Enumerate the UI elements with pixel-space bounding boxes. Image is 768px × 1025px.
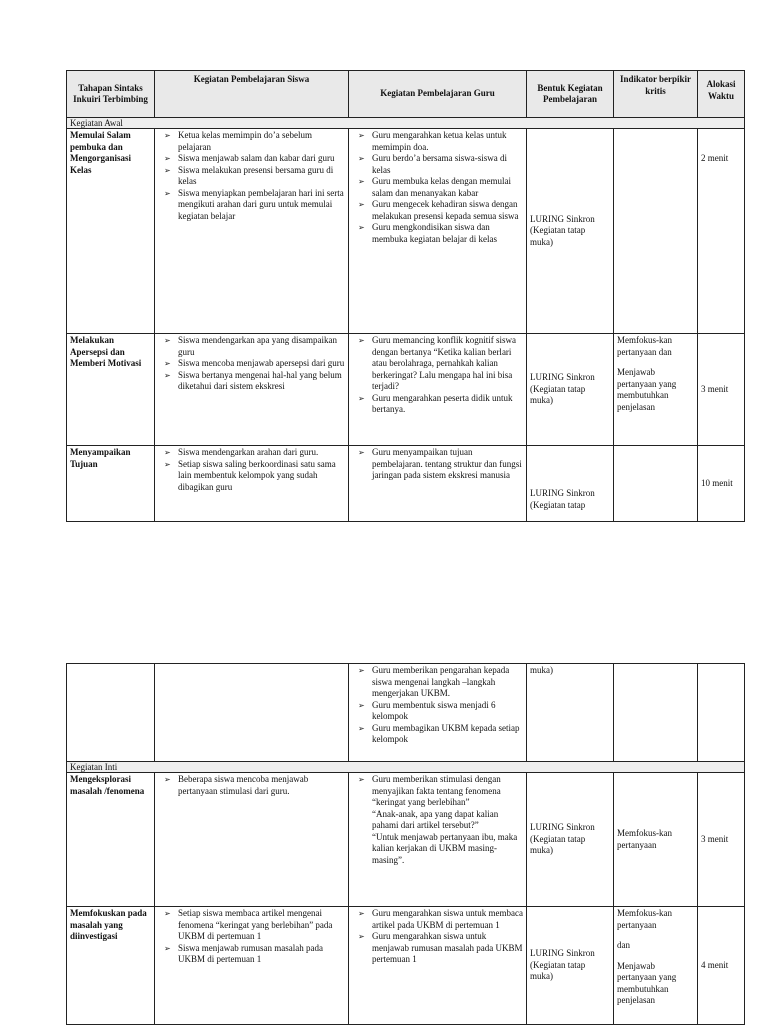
indikator-item: Memfokus-kan pertanyaan: [617, 908, 672, 930]
list-item: ➢ Siswa menjawab salam dan kabar dari guru: [158, 153, 345, 165]
waktu-cell: 3 menit: [698, 334, 745, 446]
list-item: ➢ Guru memancing konflik kognitif siswa dengan bertanya “Ketika kalian berlari atau berolahraga, pernahkah kalian berkeringat? Lalu mengapa hal ini bisa terjadi?: [352, 335, 523, 393]
guru-cell: [349, 446, 527, 522]
lesson-plan-table-2: [66, 663, 745, 1025]
bentuk-cell: muka): [527, 664, 614, 762]
stage-cell: [67, 664, 155, 762]
lesson-plan-table-1: [66, 70, 745, 522]
list-item: ➢ Guru memberikan pengarahan kepada siswa mengenai langkah –langkah mengerjakan UKBM.: [352, 665, 523, 700]
guru-cell: [349, 773, 527, 907]
stage-cell: Menyampaikan Tujuan: [67, 446, 155, 522]
bentuk-cell: LURING Sinkron (Kegiatan tatap: [527, 446, 614, 522]
list-item: ➢ Guru mengarahkan ketua kelas untuk memimpin doa.: [352, 130, 523, 153]
header-kegiatan-siswa: Kegiatan Pembelajaran Siswa: [155, 71, 349, 118]
list-item: ➢ Guru membagikan UKBM kepada setiap kelompok: [352, 723, 523, 746]
header-kegiatan-guru: Kegiatan Pembelajaran Guru: [349, 71, 527, 118]
bentuk-cell: LURING Sinkron (Kegiatan tatap muka): [527, 129, 614, 334]
waktu-cell: [698, 664, 745, 762]
header-bentuk: Bentuk Kegiatan Pembelajaran: [527, 71, 614, 118]
list-item: ➢ Ketua kelas memimpin do’a sebelum pelajaran: [158, 130, 345, 153]
list-item: ➢ Beberapa siswa mencoba menjawab pertanyaan stimulasi dari guru.: [158, 774, 345, 797]
header-alokasi: Alokasi Waktu: [698, 71, 745, 118]
table-row: [67, 446, 745, 522]
table-row: [67, 129, 745, 334]
section-row: [67, 762, 745, 773]
guru-cell: [349, 334, 527, 446]
section-kegiatan-awal: Kegiatan Awal: [67, 118, 745, 129]
indikator-cell: Memfokus-kan pertanyaan: [614, 773, 698, 907]
list-item: ➢ Guru mengecek kehadiran siswa dengan melakukan presensi kepada semua siswa: [352, 199, 523, 222]
indikator-cell: [614, 334, 698, 446]
list-item: ➢ Siswa mencoba menjawab apersepsi dari guru: [158, 358, 345, 370]
guru-quote: “Untuk menjawab pertanyaan ibu, maka kalian kerjakan di UKBM masing-masing”.: [372, 831, 518, 865]
list-item: ➢ Guru mengarahkan peserta didik untuk bertanya.: [352, 393, 523, 416]
stage-cell: Mengeksplorasi masalah /fenomena: [67, 773, 155, 907]
siswa-cell: [155, 664, 349, 762]
siswa-cell: [155, 773, 349, 907]
stage-cell: Melakukan Apersepsi dan Memberi Motivasi: [67, 334, 155, 446]
header-indikator: Indikator berpikir kritis: [614, 71, 698, 118]
table-row: [67, 907, 745, 1025]
bentuk-cell: LURING Sinkron (Kegiatan tatap muka): [527, 907, 614, 1025]
list-item: ➢ Setiap siswa membaca artikel mengenai fenomena “keringat yang berlebihan” pada UKBM di pertemuan 1: [158, 908, 345, 943]
table-header-row: [67, 71, 745, 118]
waktu-cell: 3 menit: [698, 773, 745, 907]
guru-cell: [349, 664, 527, 762]
guru-cell: [349, 907, 527, 1025]
table-row: [67, 664, 745, 762]
indikator-cell: [614, 907, 698, 1025]
table-row: [67, 773, 745, 907]
bentuk-cell: LURING Sinkron (Kegiatan tatap muka): [527, 773, 614, 907]
table-row: [67, 334, 745, 446]
indikator-cell: [614, 446, 698, 522]
list-item: [352, 774, 523, 866]
section-row: [67, 118, 745, 129]
list-item: ➢ Guru membuka kelas dengan memulai salam dan menanyakan kabar: [352, 176, 523, 199]
guru-item-text: Guru memberikan stimulasi dengan menyajikan fakta tentang fenomena “keringat yang berlebihan”: [372, 774, 501, 807]
list-item: ➢ Guru mengkondisikan siswa dan membuka kegiatan belajar di kelas: [352, 222, 523, 245]
waktu-cell: 10 menit: [698, 446, 745, 522]
stage-cell: Memfokuskan pada masalah yang diinvestigasi: [67, 907, 155, 1025]
stage-cell: Memulai Salam pembuka dan Mengorganisasi Kelas: [67, 129, 155, 334]
list-item: ➢ Guru mengarahkan siswa untuk menjawab rumusan masalah pada UKBM pertemuan 1: [352, 931, 523, 966]
indikator-item: Menjawab pertanyaan yang membutuhkan penjelasan: [617, 960, 677, 1005]
waktu-cell: 2 menit: [698, 129, 745, 334]
bentuk-cell: LURING Sinkron (Kegiatan tatap muka): [527, 334, 614, 446]
header-tahapan: Tahapan Sintaks Inkuiri Terbimbing: [67, 71, 155, 118]
indikator-cell: [614, 664, 698, 762]
section-kegiatan-inti: Kegiatan Inti: [67, 762, 745, 773]
indikator-item: Menjawab pertanyaan yang membutuhkan penjelasan: [617, 367, 677, 412]
list-item: ➢ Siswa menjawab rumusan masalah pada UKBM di pertemuan 1: [158, 943, 345, 966]
siswa-cell: [155, 446, 349, 522]
siswa-cell: [155, 907, 349, 1025]
indikator-item: Memfokus-kan pertanyaan dan: [617, 335, 672, 357]
list-item: ➢ Siswa melakukan presensi bersama guru di kelas: [158, 165, 345, 188]
list-item: ➢ Guru menyampaikan tujuan pembelajaran. tentang struktur dan fungsi jaringan pada sistem ekskresi manusia: [352, 447, 523, 482]
guru-cell: [349, 129, 527, 334]
list-item: ➢ Siswa bertanya mengenai hal-hal yang belum diketahui dari sistem ekskresi: [158, 370, 345, 393]
siswa-cell: [155, 334, 349, 446]
list-item: ➢ Siswa mendengarkan apa yang disampaikan guru: [158, 335, 345, 358]
list-item: ➢ Guru berdo’a bersama siswa-siswa di kelas: [352, 153, 523, 176]
siswa-cell: [155, 129, 349, 334]
waktu-cell: 4 menit: [698, 907, 745, 1025]
list-item: ➢ Siswa menyiapkan pembelajaran hari ini serta mengikuti arahan dari guru untuk memulai kegiatan belajar: [158, 188, 345, 223]
list-item: ➢ Guru mengarahkan siswa untuk membaca artikel pada UKBM di pertemuan 1: [352, 908, 523, 931]
indikator-item: dan: [617, 940, 630, 950]
indikator-cell: [614, 129, 698, 334]
guru-quote: “Anak-anak, apa yang dapat kalian pahami dari artikel tersebut?”: [372, 808, 499, 830]
list-item: ➢ Guru membentuk siswa menjadi 6 kelompok: [352, 700, 523, 723]
list-item: ➢ Setiap siswa saling berkoordinasi satu sama lain membentuk kelompok yang sudah dibagikan guru: [158, 459, 345, 494]
list-item: ➢ Siswa mendengarkan arahan dari guru.: [158, 447, 345, 459]
